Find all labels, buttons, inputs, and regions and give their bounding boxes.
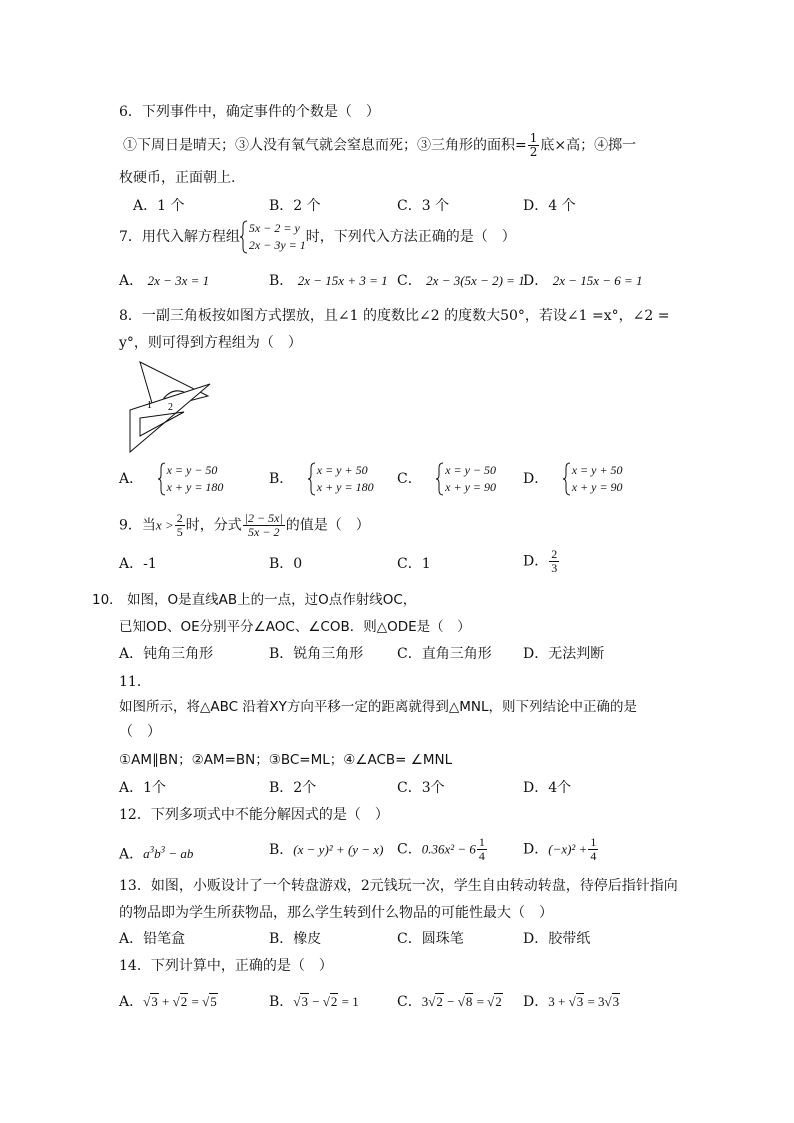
q8-triangle-figure: [122, 360, 212, 456]
q11-number: 11．: [119, 674, 151, 690]
q11-option-b[interactable]: B．2个: [269, 780, 317, 796]
q9-condition: x >: [155, 517, 174, 533]
brace-icon: [240, 220, 248, 254]
brace-icon: [308, 462, 316, 496]
q7-eq2: 2x − 3y = 1: [248, 238, 306, 252]
q10-option-a[interactable]: A．钝角三角形: [119, 646, 214, 662]
q8-stem-line1: 8．一副三角板按如图方式摆放，且∠1 的度数比∠2 的度数大50°，若设∠1 =x°，∠2 =: [119, 308, 670, 324]
q7-equation-system: [240, 220, 306, 254]
q14-option-a[interactable]: A．√3 + √2 = √5: [119, 994, 217, 1010]
q6-statement-cont: 枚硬币，正面朝上.: [119, 170, 236, 186]
brace-icon: [563, 462, 571, 496]
q7-stem-a: 7．用代入解方程组: [119, 229, 240, 245]
q10-option-d[interactable]: D．无法判断: [523, 646, 605, 662]
q6-option-d[interactable]: D．4 个: [523, 198, 576, 214]
q7-eq1: 5x − 2 = y: [248, 221, 300, 235]
q8-option-b[interactable]: B． x = y + 50 x + y = 180: [269, 463, 374, 494]
q8-stem-line2: y°，则可得到方程组为（ ）: [119, 335, 302, 351]
q8-option-a[interactable]: A． x = y − 50 x + y = 180: [119, 463, 224, 494]
q11-option-d[interactable]: D．4个: [523, 780, 572, 796]
q7-option-a[interactable]: A． 2x − 3x = 1: [119, 273, 210, 289]
q10-option-c[interactable]: C．直角三角形: [397, 646, 492, 662]
q8-option-c[interactable]: C． x = y − 50 x + y = 90: [397, 463, 497, 494]
q11-statements: ①AM∥BN；②AM=BN；③BC=ML；④∠ACB= ∠MNL: [119, 752, 453, 768]
q8-option-d[interactable]: D． x = y + 50 x + y = 90: [523, 463, 623, 494]
q6-statements: [123, 132, 636, 159]
q12-option-c[interactable]: C．0.36x² − 6 $\frac{1}{4}$: [397, 835, 485, 863]
q8-angle-label-1: 1: [147, 400, 152, 411]
q13-stem-line1: 13．如图，小贩设计了一个转盘游戏，2元钱玩一次，学生自由转动转盘，待停后指针指向: [119, 878, 678, 894]
q9-option-a[interactable]: A．-1: [119, 556, 157, 572]
q11-stem: 如图所示，将△ABC 沿着XY方向平移一定的距离就得到△MNL，则下列结论中正确的是: [119, 699, 638, 715]
q7-option-c[interactable]: C． 2x − 3(5x − 2) = 1: [397, 273, 525, 289]
q14-stem: 14．下列计算中，正确的是（ ）: [119, 958, 333, 974]
q14-option-d[interactable]: D．3 + √3 = 3√3: [523, 994, 620, 1010]
q7-option-d[interactable]: D． 2x − 15x − 6 = 1: [523, 273, 643, 289]
q9-expression-fraction: $\frac{|2 - 5x|}{5x - 2}$: [244, 511, 283, 539]
q8-angle-label-2: 2: [168, 402, 173, 413]
q9-option-c[interactable]: C．1: [397, 556, 431, 572]
q7-stem-b: 时，下列代入方法正确的是（ ）: [305, 229, 516, 245]
q13-option-c[interactable]: C．圆珠笔: [397, 931, 464, 947]
q9-stem: 9．当x > $\frac{2}{5}$ 时，分式 $\frac{|2 - 5x|}{5x - 2}$ 的值是（ ）: [119, 511, 370, 539]
q6-half-fraction: $\frac{1}{2}$: [529, 131, 538, 159]
q7-option-b[interactable]: B． 2x − 15x + 3 = 1: [269, 273, 388, 289]
q9-option-d[interactable]: D． $\frac{2}{3}$: [523, 547, 558, 575]
brace-icon: [158, 462, 166, 496]
q12-option-d[interactable]: D．(−x)² + $\frac{1}{4}$: [523, 835, 597, 863]
q14-option-b[interactable]: B．√3 − √2 = 1: [269, 994, 359, 1010]
q14-option-c[interactable]: C．3√2 − √8 = √2: [397, 994, 502, 1010]
q9-option-b[interactable]: B．0: [269, 556, 303, 572]
q10-option-b[interactable]: B．锐角三角形: [269, 646, 364, 662]
q11-option-a[interactable]: A．1个: [119, 780, 167, 796]
q12-option-b[interactable]: B．(x − y)² + (y − x): [269, 842, 384, 858]
q13-option-d[interactable]: D．胶带纸: [523, 931, 591, 947]
q6-option-a[interactable]: A．1 个: [133, 198, 185, 214]
q12-option-a[interactable]: A．$a^3b^3$ − ab: [119, 845, 194, 863]
q6-option-c[interactable]: C．3 个: [397, 198, 450, 214]
q11-option-c[interactable]: C．3个: [397, 780, 445, 796]
q13-option-b[interactable]: B．橡皮: [269, 931, 322, 947]
q13-option-a[interactable]: A．铅笔盒: [119, 931, 186, 947]
q6-stem: 6．下列事件中，确定事件的个数是（ ）: [119, 104, 380, 120]
q13-stem-line2: 的物品即为学生所获物品，那么学生转到什么物品的可能性最大（ ）: [119, 905, 553, 921]
q12-stem: 12．下列多项式中不能分解因式的是（ ）: [119, 807, 389, 823]
q10-stem-line2: 已知OD、OE分别平分∠AOC、∠COB．则△ODE是（ ）: [119, 619, 471, 635]
q9-condition-fraction: $\frac{2}{5}$: [176, 511, 183, 539]
brace-icon: [436, 462, 444, 496]
q7-stem: [119, 220, 516, 254]
q6-option-b[interactable]: B．2 个: [269, 198, 321, 214]
q10-stem-line1: 10． 如图，O是直线AB上的一点，过O点作射线OC，: [92, 592, 417, 608]
q11-paren: （ ）: [119, 724, 161, 740]
q6-statement-text-a: ①下周日是晴天；③人没有氧气就会窒息而死；③三角形的面积=: [123, 137, 527, 154]
q6-statement-text-b: 底×高；④掷一: [540, 137, 637, 154]
